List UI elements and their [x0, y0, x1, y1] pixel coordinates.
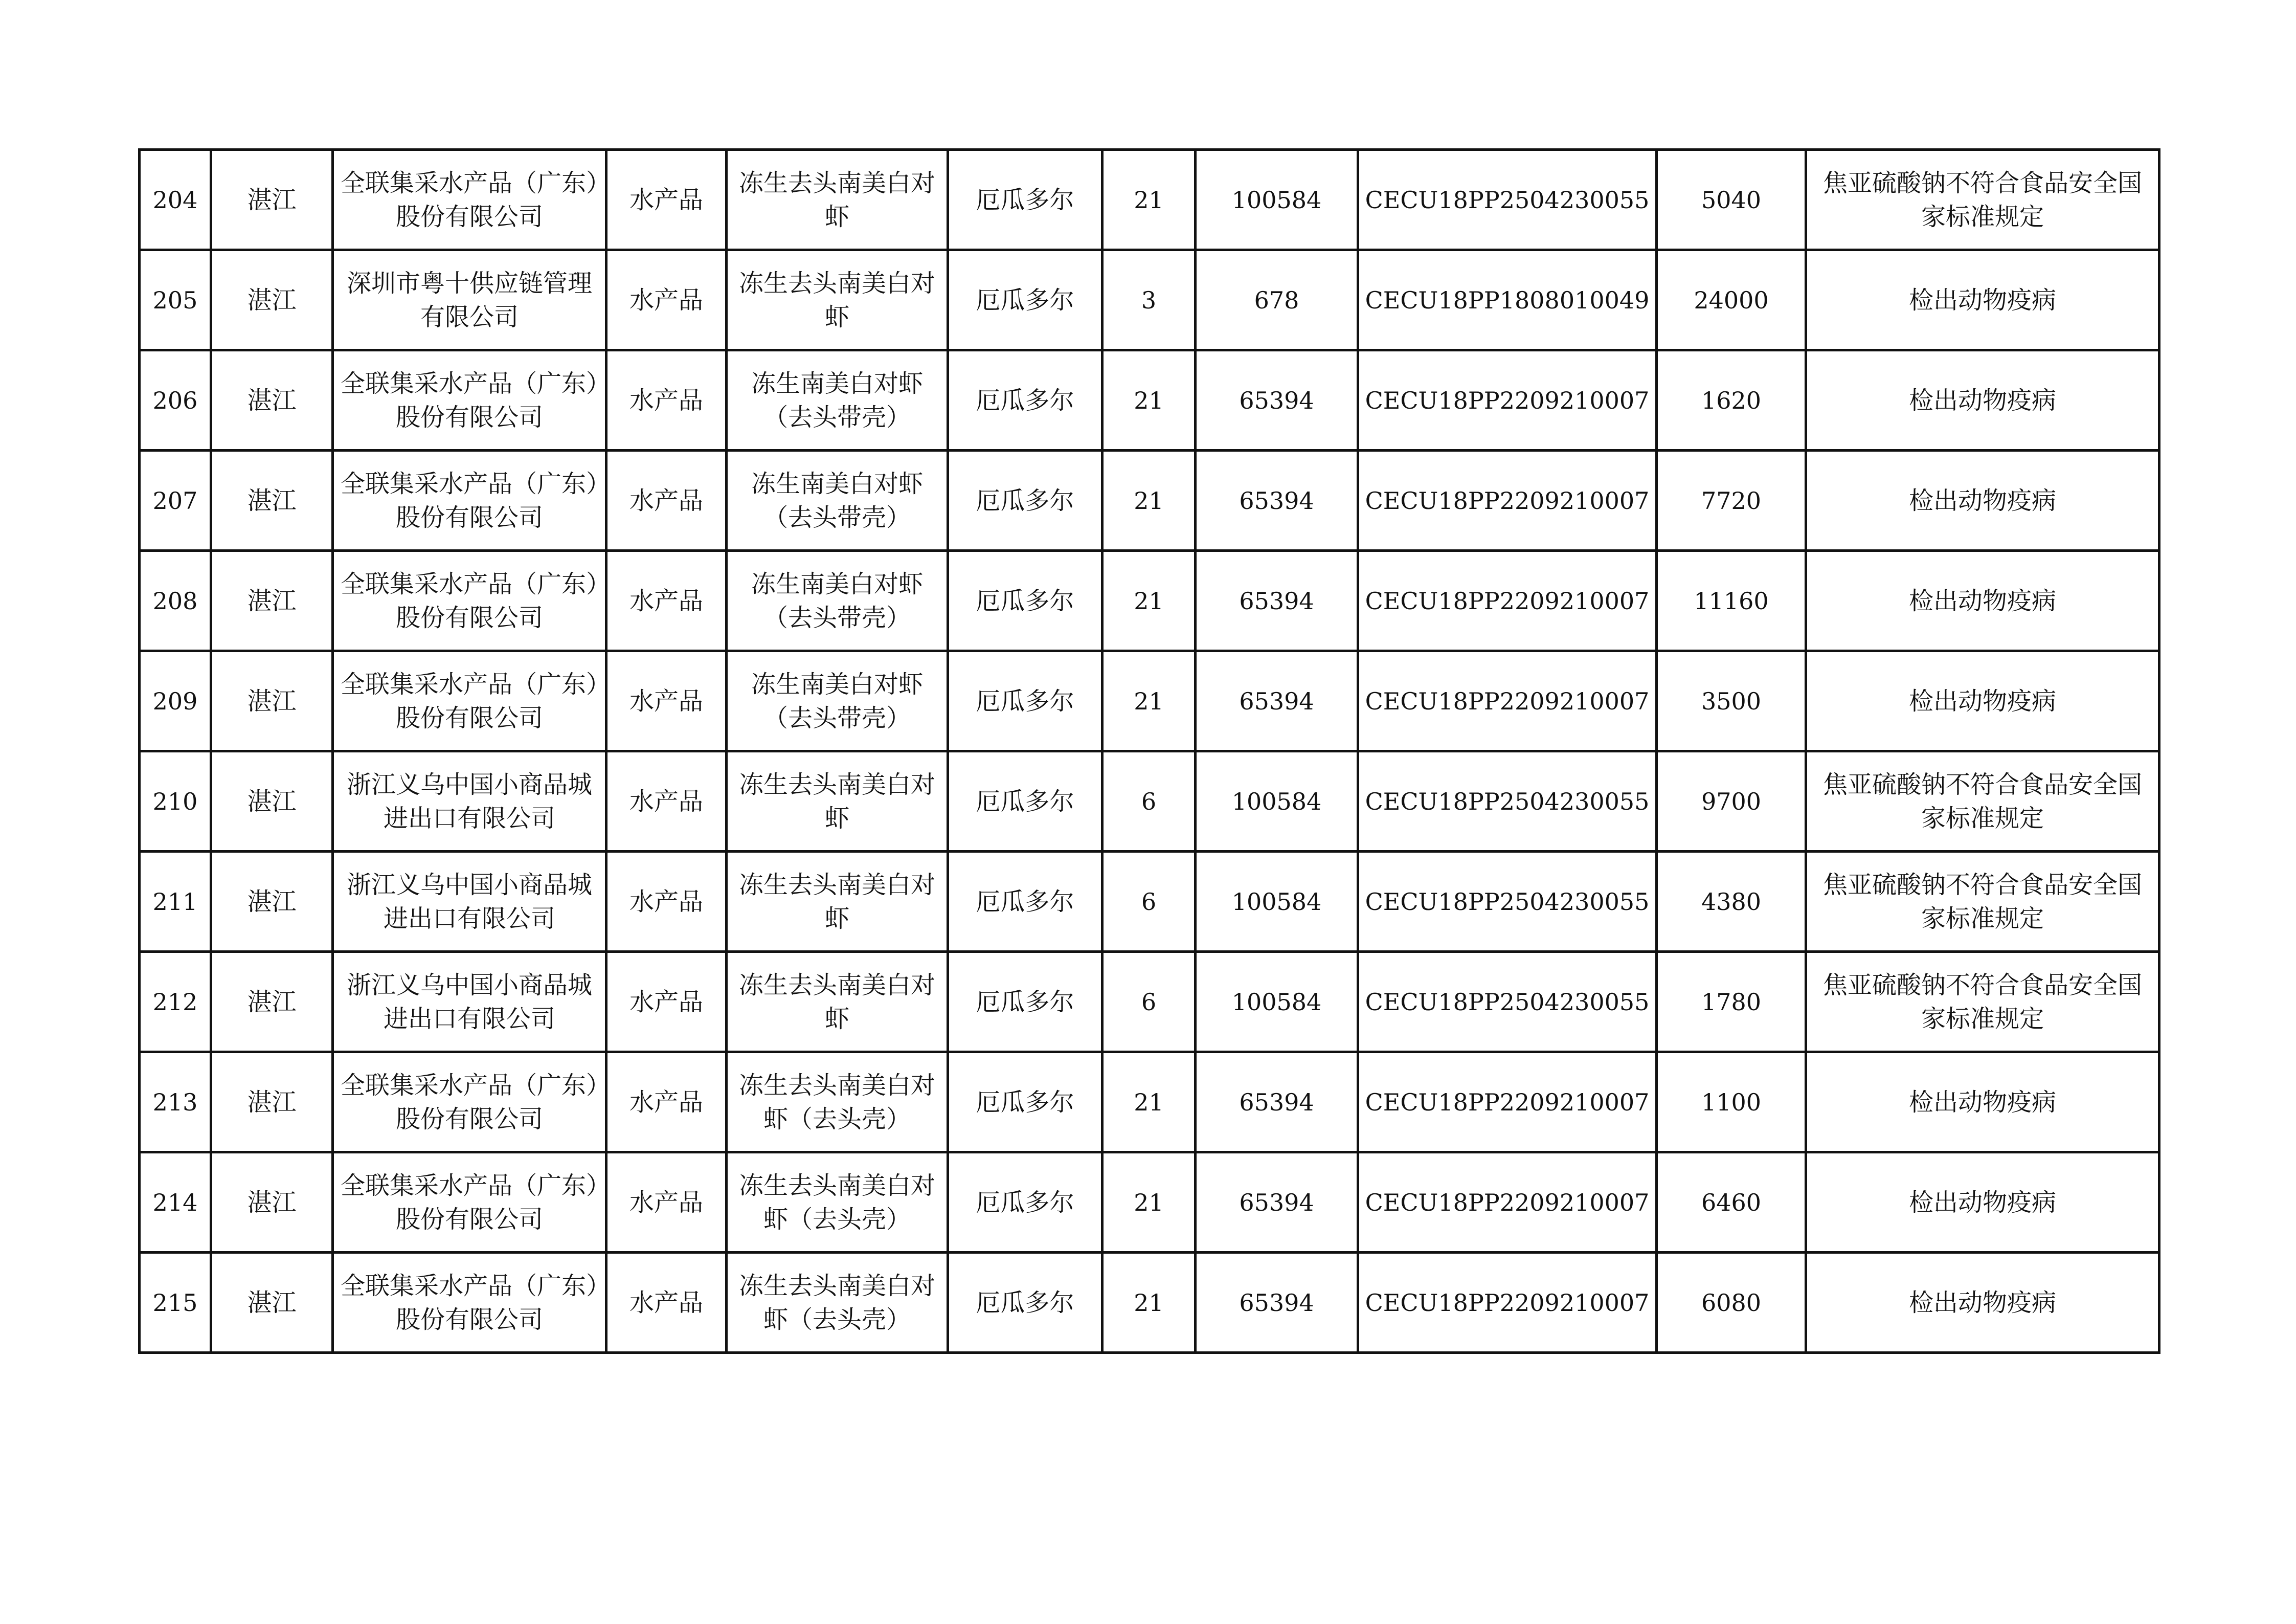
origin-country-cell: 厄瓜多尔: [948, 250, 1102, 350]
product-name-cell: 冻生去头南美白对虾: [727, 751, 948, 852]
origin-country-cell: 厄瓜多尔: [948, 751, 1102, 852]
inspection-records-table: [138, 148, 2160, 1354]
row-number-cell: 207: [140, 451, 211, 551]
factory-region-cell: 21: [1102, 150, 1196, 250]
reason-cell: 检出动物疫病: [1806, 451, 2159, 551]
category-cell: 水产品: [606, 451, 727, 551]
factory-number-cell: 100584: [1196, 952, 1358, 1052]
port-cell: 湛江: [211, 250, 333, 350]
reason-cell: 检出动物疫病: [1806, 551, 2159, 651]
reason-cell: 检出动物疫病: [1806, 1052, 2159, 1152]
factory-number-cell: 65394: [1196, 551, 1358, 651]
factory-region-cell: 21: [1102, 1052, 1196, 1152]
port-cell: 湛江: [211, 751, 333, 852]
port-cell: 湛江: [211, 150, 333, 250]
category-cell: 水产品: [606, 852, 727, 952]
category-cell: 水产品: [606, 551, 727, 651]
company-cell: 全联集采水产品（广东）股份有限公司: [333, 551, 606, 651]
row-number-cell: 213: [140, 1052, 211, 1152]
product-name-cell: 冻生去头南美白对虾: [727, 952, 948, 1052]
quantity-cell: 9700: [1657, 751, 1806, 852]
port-cell: 湛江: [211, 651, 333, 751]
port-cell: 湛江: [211, 1052, 333, 1152]
company-cell: 全联集采水产品（广东）股份有限公司: [333, 451, 606, 551]
quantity-cell: 6460: [1657, 1152, 1806, 1253]
registration-code-cell: CECU18PP2504230055: [1358, 751, 1657, 852]
port-cell: 湛江: [211, 1253, 333, 1353]
table-row: [140, 651, 2159, 751]
factory-region-cell: 21: [1102, 551, 1196, 651]
table-row: [140, 1052, 2159, 1152]
product-name-cell: 冻生南美白对虾（去头带壳）: [727, 651, 948, 751]
registration-code-cell: CECU18PP2209210007: [1358, 651, 1657, 751]
quantity-cell: 1100: [1657, 1052, 1806, 1152]
factory-number-cell: 65394: [1196, 1052, 1358, 1152]
origin-country-cell: 厄瓜多尔: [948, 852, 1102, 952]
company-cell: 浙江义乌中国小商品城进出口有限公司: [333, 751, 606, 852]
company-cell: 全联集采水产品（广东）股份有限公司: [333, 150, 606, 250]
company-cell: 全联集采水产品（广东）股份有限公司: [333, 1253, 606, 1353]
product-name-cell: 冻生去头南美白对虾（去头壳）: [727, 1253, 948, 1353]
table-row: [140, 852, 2159, 952]
category-cell: 水产品: [606, 952, 727, 1052]
table-row: [140, 1253, 2159, 1353]
factory-region-cell: 21: [1102, 350, 1196, 451]
port-cell: 湛江: [211, 952, 333, 1052]
product-name-cell: 冻生去头南美白对虾（去头壳）: [727, 1052, 948, 1152]
product-name-cell: 冻生去头南美白对虾: [727, 150, 948, 250]
factory-number-cell: 65394: [1196, 350, 1358, 451]
factory-number-cell: 65394: [1196, 1253, 1358, 1353]
table-row: [140, 250, 2159, 350]
registration-code-cell: CECU18PP2209210007: [1358, 350, 1657, 451]
origin-country-cell: 厄瓜多尔: [948, 350, 1102, 451]
factory-region-cell: 6: [1102, 852, 1196, 952]
table-row: [140, 551, 2159, 651]
product-name-cell: 冻生南美白对虾（去头带壳）: [727, 551, 948, 651]
factory-number-cell: 65394: [1196, 651, 1358, 751]
registration-code-cell: CECU18PP2209210007: [1358, 551, 1657, 651]
quantity-cell: 5040: [1657, 150, 1806, 250]
reason-cell: 检出动物疫病: [1806, 250, 2159, 350]
factory-number-cell: 100584: [1196, 852, 1358, 952]
port-cell: 湛江: [211, 852, 333, 952]
registration-code-cell: CECU18PP1808010049: [1358, 250, 1657, 350]
company-cell: 全联集采水产品（广东）股份有限公司: [333, 1052, 606, 1152]
origin-country-cell: 厄瓜多尔: [948, 1152, 1102, 1253]
registration-code-cell: CECU18PP2504230055: [1358, 150, 1657, 250]
factory-number-cell: 100584: [1196, 150, 1358, 250]
table-row: [140, 952, 2159, 1052]
registration-code-cell: CECU18PP2209210007: [1358, 1253, 1657, 1353]
product-name-cell: 冻生去头南美白对虾（去头壳）: [727, 1152, 948, 1253]
factory-region-cell: 21: [1102, 451, 1196, 551]
row-number-cell: 204: [140, 150, 211, 250]
reason-cell: 检出动物疫病: [1806, 1152, 2159, 1253]
quantity-cell: 6080: [1657, 1253, 1806, 1353]
port-cell: 湛江: [211, 551, 333, 651]
table-row: [140, 1152, 2159, 1253]
row-number-cell: 209: [140, 651, 211, 751]
row-number-cell: 205: [140, 250, 211, 350]
row-number-cell: 206: [140, 350, 211, 451]
reason-cell: 检出动物疫病: [1806, 1253, 2159, 1353]
origin-country-cell: 厄瓜多尔: [948, 551, 1102, 651]
registration-code-cell: CECU18PP2209210007: [1358, 1052, 1657, 1152]
origin-country-cell: 厄瓜多尔: [948, 1253, 1102, 1353]
category-cell: 水产品: [606, 1152, 727, 1253]
company-cell: 浙江义乌中国小商品城进出口有限公司: [333, 952, 606, 1052]
product-name-cell: 冻生南美白对虾（去头带壳）: [727, 451, 948, 551]
registration-code-cell: CECU18PP2209210007: [1358, 1152, 1657, 1253]
factory-number-cell: 65394: [1196, 1152, 1358, 1253]
product-name-cell: 冻生去头南美白对虾: [727, 852, 948, 952]
company-cell: 深圳市粤十供应链管理有限公司: [333, 250, 606, 350]
product-name-cell: 冻生去头南美白对虾: [727, 250, 948, 350]
table-row: [140, 751, 2159, 852]
reason-cell: 检出动物疫病: [1806, 651, 2159, 751]
category-cell: 水产品: [606, 751, 727, 852]
quantity-cell: 1620: [1657, 350, 1806, 451]
row-number-cell: 210: [140, 751, 211, 852]
row-number-cell: 214: [140, 1152, 211, 1253]
row-number-cell: 208: [140, 551, 211, 651]
registration-code-cell: CECU18PP2504230055: [1358, 952, 1657, 1052]
factory-region-cell: 6: [1102, 952, 1196, 1052]
reason-cell: 焦亚硫酸钠不符合食品安全国家标准规定: [1806, 852, 2159, 952]
table-row: [140, 150, 2159, 250]
row-number-cell: 211: [140, 852, 211, 952]
table-body: [140, 150, 2159, 1353]
table-row: [140, 451, 2159, 551]
product-name-cell: 冻生南美白对虾（去头带壳）: [727, 350, 948, 451]
company-cell: 浙江义乌中国小商品城进出口有限公司: [333, 852, 606, 952]
port-cell: 湛江: [211, 1152, 333, 1253]
table-row: [140, 350, 2159, 451]
origin-country-cell: 厄瓜多尔: [948, 952, 1102, 1052]
quantity-cell: 3500: [1657, 651, 1806, 751]
quantity-cell: 4380: [1657, 852, 1806, 952]
category-cell: 水产品: [606, 651, 727, 751]
factory-region-cell: 21: [1102, 651, 1196, 751]
reason-cell: 焦亚硫酸钠不符合食品安全国家标准规定: [1806, 751, 2159, 852]
company-cell: 全联集采水产品（广东）股份有限公司: [333, 651, 606, 751]
origin-country-cell: 厄瓜多尔: [948, 451, 1102, 551]
origin-country-cell: 厄瓜多尔: [948, 150, 1102, 250]
factory-number-cell: 678: [1196, 250, 1358, 350]
quantity-cell: 24000: [1657, 250, 1806, 350]
reason-cell: 检出动物疫病: [1806, 350, 2159, 451]
category-cell: 水产品: [606, 1052, 727, 1152]
category-cell: 水产品: [606, 250, 727, 350]
factory-number-cell: 100584: [1196, 751, 1358, 852]
factory-region-cell: 21: [1102, 1152, 1196, 1253]
row-number-cell: 212: [140, 952, 211, 1052]
category-cell: 水产品: [606, 350, 727, 451]
registration-code-cell: CECU18PP2209210007: [1358, 451, 1657, 551]
category-cell: 水产品: [606, 150, 727, 250]
quantity-cell: 1780: [1657, 952, 1806, 1052]
factory-number-cell: 65394: [1196, 451, 1358, 551]
origin-country-cell: 厄瓜多尔: [948, 1052, 1102, 1152]
factory-region-cell: 21: [1102, 1253, 1196, 1353]
port-cell: 湛江: [211, 350, 333, 451]
company-cell: 全联集采水产品（广东）股份有限公司: [333, 350, 606, 451]
reason-cell: 焦亚硫酸钠不符合食品安全国家标准规定: [1806, 952, 2159, 1052]
quantity-cell: 7720: [1657, 451, 1806, 551]
quantity-cell: 11160: [1657, 551, 1806, 651]
factory-region-cell: 3: [1102, 250, 1196, 350]
origin-country-cell: 厄瓜多尔: [948, 651, 1102, 751]
reason-cell: 焦亚硫酸钠不符合食品安全国家标准规定: [1806, 150, 2159, 250]
category-cell: 水产品: [606, 1253, 727, 1353]
port-cell: 湛江: [211, 451, 333, 551]
registration-code-cell: CECU18PP2504230055: [1358, 852, 1657, 952]
factory-region-cell: 6: [1102, 751, 1196, 852]
company-cell: 全联集采水产品（广东）股份有限公司: [333, 1152, 606, 1253]
row-number-cell: 215: [140, 1253, 211, 1353]
